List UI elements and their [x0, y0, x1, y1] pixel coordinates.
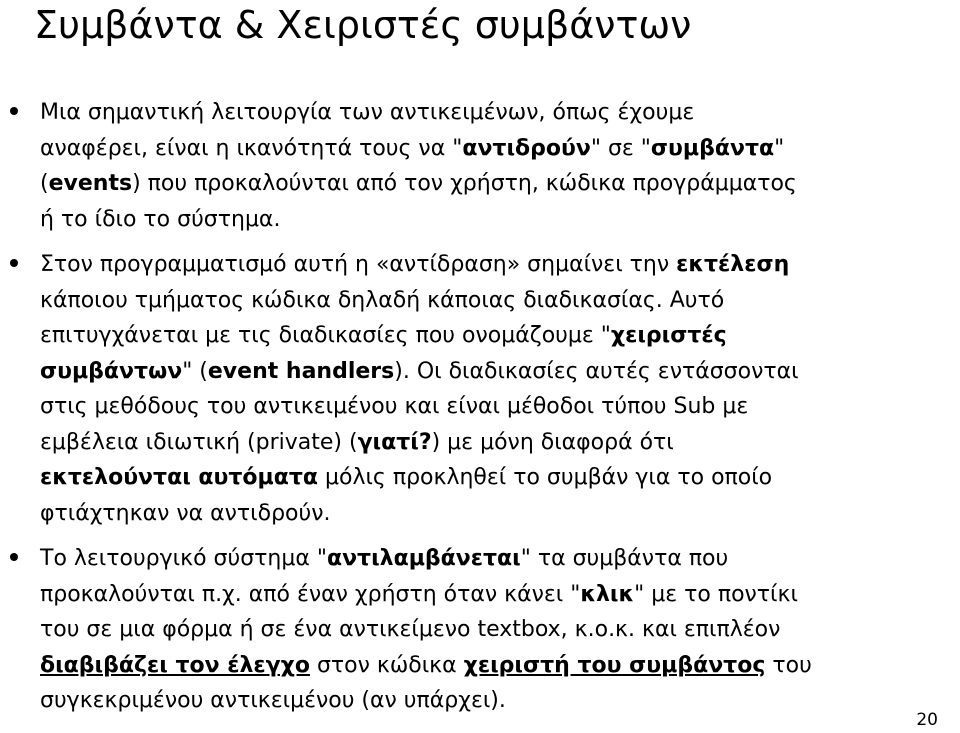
bullet-list: [40, 95, 940, 733]
bold-text: γιατί?: [357, 429, 432, 455]
text-line: [40, 683, 940, 719]
bold-text: συμβάντων: [40, 358, 183, 384]
text-run: του: [765, 652, 812, 678]
text-run: αναφέρει, είναι η ικανότητά τους να ": [40, 135, 463, 161]
text-line: [40, 425, 940, 461]
text-line: [40, 318, 940, 354]
text-line: [40, 95, 940, 131]
text-line: [40, 460, 940, 496]
bold-text: συμβάντα: [650, 135, 775, 161]
text-line: [40, 283, 940, 319]
text-run: " τα συμβάντα που: [520, 546, 729, 571]
text-run: επιτυγχάνεται με τις διαδικασίες που ονομάζουμε ": [40, 323, 611, 348]
text-run: εμβέλεια ιδιωτική (private) (: [40, 429, 358, 455]
text-run: Στον προγραμματισμό αυτή η «αντίδραση» σημαίνει την: [40, 252, 677, 277]
text-run: ή το ίδιο το σύστημα.: [40, 206, 281, 232]
bullet-item-event-handlers: [40, 247, 940, 531]
text-run: στις μεθόδους του αντικειμένου και είναι μέθοδοι τύπου Sub με: [40, 394, 749, 419]
text-run: κάποιου τμήματος κώδικα δηλαδή κάποιας διαδικασίας. Αυτό: [40, 287, 725, 313]
text-line: [40, 612, 940, 648]
text-run: (: [40, 171, 49, 196]
text-line: [40, 389, 940, 425]
bold-text: events: [48, 171, 133, 196]
text-line: [40, 496, 940, 532]
text-line: [40, 131, 940, 167]
bold-text: χειριστή του συμβάντος: [463, 652, 766, 678]
text-run: του σε μια φόρμα ή σε ένα αντικείμενο textbox, κ.ο.κ. και επιπλέον: [40, 617, 781, 642]
text-run: προκαλούνται π.χ. από έναν χρήστη όταν κάνει ": [40, 581, 581, 607]
text-run: φτιάχτηκαν να αντιδρούν.: [40, 500, 331, 526]
bullet-dot-icon: [10, 553, 18, 561]
text-run: μόλις προκληθεί το συμβάν για το οποίο: [318, 465, 773, 490]
bold-text: event handlers: [207, 358, 395, 384]
text-line: [40, 247, 940, 283]
bullet-dot-icon: [10, 107, 18, 115]
bold-text: αντιδρούν: [462, 135, 591, 161]
text-run: Μια σημαντική λειτουργία των αντικειμένων, όπως έχουμε: [40, 100, 695, 125]
text-line: [40, 541, 940, 577]
text-run: στον κώδικα: [309, 652, 464, 678]
bullet-dot-icon: [10, 259, 18, 267]
text-line: [40, 577, 940, 613]
text-run: " με το ποντίκι: [634, 581, 798, 607]
text-line: [40, 202, 940, 238]
bold-text: εκτελούνται αυτόματα: [40, 465, 319, 490]
bold-text: εκτέλεση: [676, 252, 790, 277]
text-run: ) με μόνη διαφορά ότι: [431, 429, 674, 455]
page-number: 20: [916, 710, 938, 730]
bold-text: χειριστές: [610, 323, 727, 348]
text-run: συγκεκριμένου αντικειμένου (αν υπάρχει).: [40, 688, 506, 713]
bold-text: διαβιβάζει τον έλεγχο: [40, 652, 310, 678]
bold-text: κλικ: [580, 581, 635, 607]
text-line: [40, 354, 940, 390]
text-run: " σε ": [590, 135, 651, 161]
bold-text: αντιλαμβάνεται: [326, 546, 521, 571]
slide-title: Συμβάντα & Χειριστές συμβάντων: [34, 3, 692, 47]
text-line: [40, 166, 940, 202]
text-run: ) που προκαλούνται από τον χρήστη, κώδικα προγράμματος: [132, 171, 797, 196]
text-run: Το λειτουργικό σύστημα ": [40, 546, 327, 571]
text-run: " (: [182, 358, 208, 384]
text-run: ). Οι διαδικασίες αυτές εντάσσονται: [394, 358, 799, 384]
bullet-item-operating-system: [40, 541, 940, 719]
bullet-item-events: [40, 95, 940, 237]
text-line: [40, 648, 940, 684]
text-run: ": [774, 135, 785, 161]
